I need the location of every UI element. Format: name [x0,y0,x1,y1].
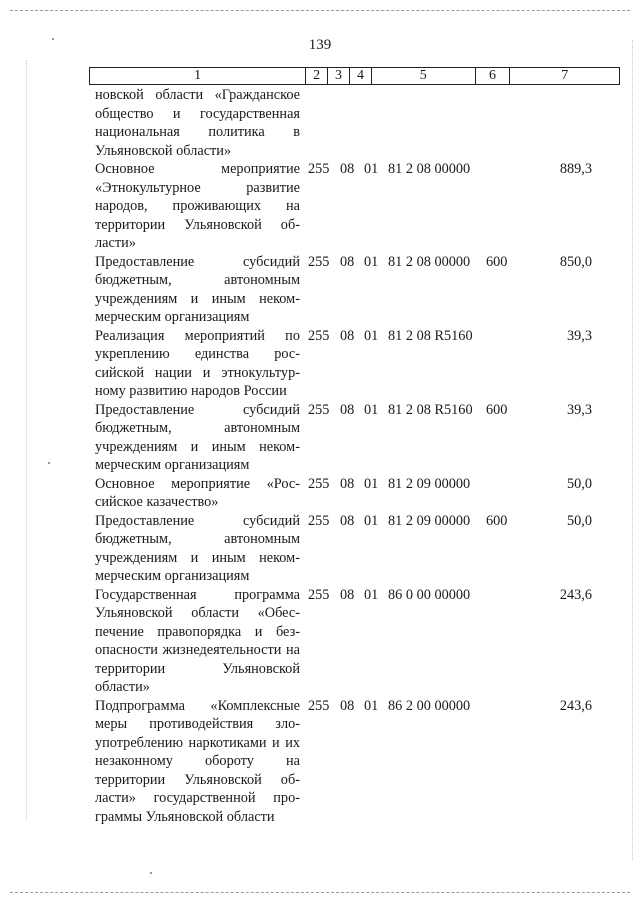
row-ministry-code: 255 [308,401,330,418]
scan-speck [48,462,50,464]
row-target-article: 81 2 08 00000 [388,161,471,177]
row-name: новской области «Гражданское общество и государственная национальная политика в Ульяновской области» [95,87,300,159]
row-subsection-code: 01 [364,327,379,344]
row-name: Подпрограмма «Комплексные меры противодействия злоупотреблению наркотиками и их незаконному обороту на территории Ульяновской области» государственной программы Ульяновской области [95,697,300,825]
header-col-2: 2 [305,68,327,84]
row-amount: 50,0 [566,512,592,529]
row-section-code: 08 [340,401,355,418]
row-amount: 50,0 [566,475,592,492]
row-target-article: 86 2 00 00000 [388,697,471,714]
row-name: Основное мероприятие «Этнокультурное развитие народов, проживающих на территории Ульяновской области» [95,161,300,251]
table-row [95,327,620,401]
table-row [95,586,620,697]
header-col-1: 1 [194,68,202,83]
row-section-code: 08 [340,475,355,492]
row-target-article: 81 2 08 R5160 [388,327,473,344]
row-target-article: 81 2 09 00000 [388,512,471,529]
row-expense-type: 600 [486,253,508,270]
row-amount: 243,6 [559,697,592,714]
page-number: 139 [308,37,332,53]
table-row [95,253,620,327]
row-subsection-code: 01 [364,512,379,529]
scan-edge-left [26,60,27,820]
row-name: Государственная программа Ульяновской области «Обеспечение правопорядка и безопасности жизнедеятельности на территории Ульяновской области» [95,586,300,695]
row-section-code: 08 [340,512,355,529]
row-target-article: 81 2 09 00000 [388,475,471,492]
row-target-article: 81 2 08 R5160 [388,401,473,418]
row-amount: 850,0 [559,253,592,270]
scan-edge-right [632,40,633,860]
header-col-5: 5 [371,68,475,84]
row-ministry-code: 255 [308,512,330,529]
header-col-7: 7 [509,68,619,84]
row-ministry-code: 255 [308,253,330,270]
row-expense-type: 600 [486,512,508,529]
row-target-article: 86 0 00 00000 [388,586,471,603]
row-subsection-code: 01 [364,401,379,418]
row-amount: 243,6 [559,586,592,603]
row-subsection-code: 01 [364,161,379,177]
table-row [95,697,620,827]
row-section-code: 08 [340,327,355,344]
row-target-article: 81 2 08 00000 [388,253,471,270]
row-section-code: 08 [340,586,355,603]
table-row [95,86,620,160]
row-section-code: 08 [340,161,355,177]
row-section-code: 08 [340,697,355,714]
row-subsection-code: 01 [364,475,379,492]
row-name: Предоставление субсидий бюджетным, автономным учреждениям и иным некоммерческим организациям [95,512,300,584]
row-subsection-code: 01 [364,586,379,603]
row-ministry-code: 255 [308,697,330,714]
row-subsection-code: 01 [364,253,379,270]
header-col-6: 6 [475,68,510,84]
row-expense-type: 600 [486,401,508,418]
row-amount: 889,3 [559,161,592,177]
row-name: Предоставление субсидий бюджетным, автономным учреждениям и иным некоммерческим организациям [95,253,300,325]
table-row [95,401,620,475]
table-row [95,512,620,586]
row-ministry-code: 255 [308,475,330,492]
row-amount: 39,3 [566,327,592,344]
scan-edge-bottom [10,892,630,893]
row-name: Реализация мероприятий по укреплению единства российской нации и этнокультурному развитию народов России [95,327,300,399]
row-amount: 39,3 [566,401,592,418]
scan-edge-top [10,10,630,11]
row-ministry-code: 255 [308,161,330,177]
budget-table-body [95,86,620,826]
scan-speck [150,872,152,874]
row-section-code: 08 [340,253,355,270]
row-ministry-code: 255 [308,327,330,344]
header-col-3: 3 [327,68,349,84]
row-name: Предоставление субсидий бюджетным, автономным учреждениям и иным некоммерческим организациям [95,401,300,473]
row-ministry-code: 255 [308,586,330,603]
table-header-row [89,67,620,85]
row-name: Основное мероприятие «Российское казачество» [95,475,300,510]
table-row [95,475,620,512]
table-row [95,160,620,253]
header-col-4: 4 [349,68,371,84]
row-subsection-code: 01 [364,697,379,714]
